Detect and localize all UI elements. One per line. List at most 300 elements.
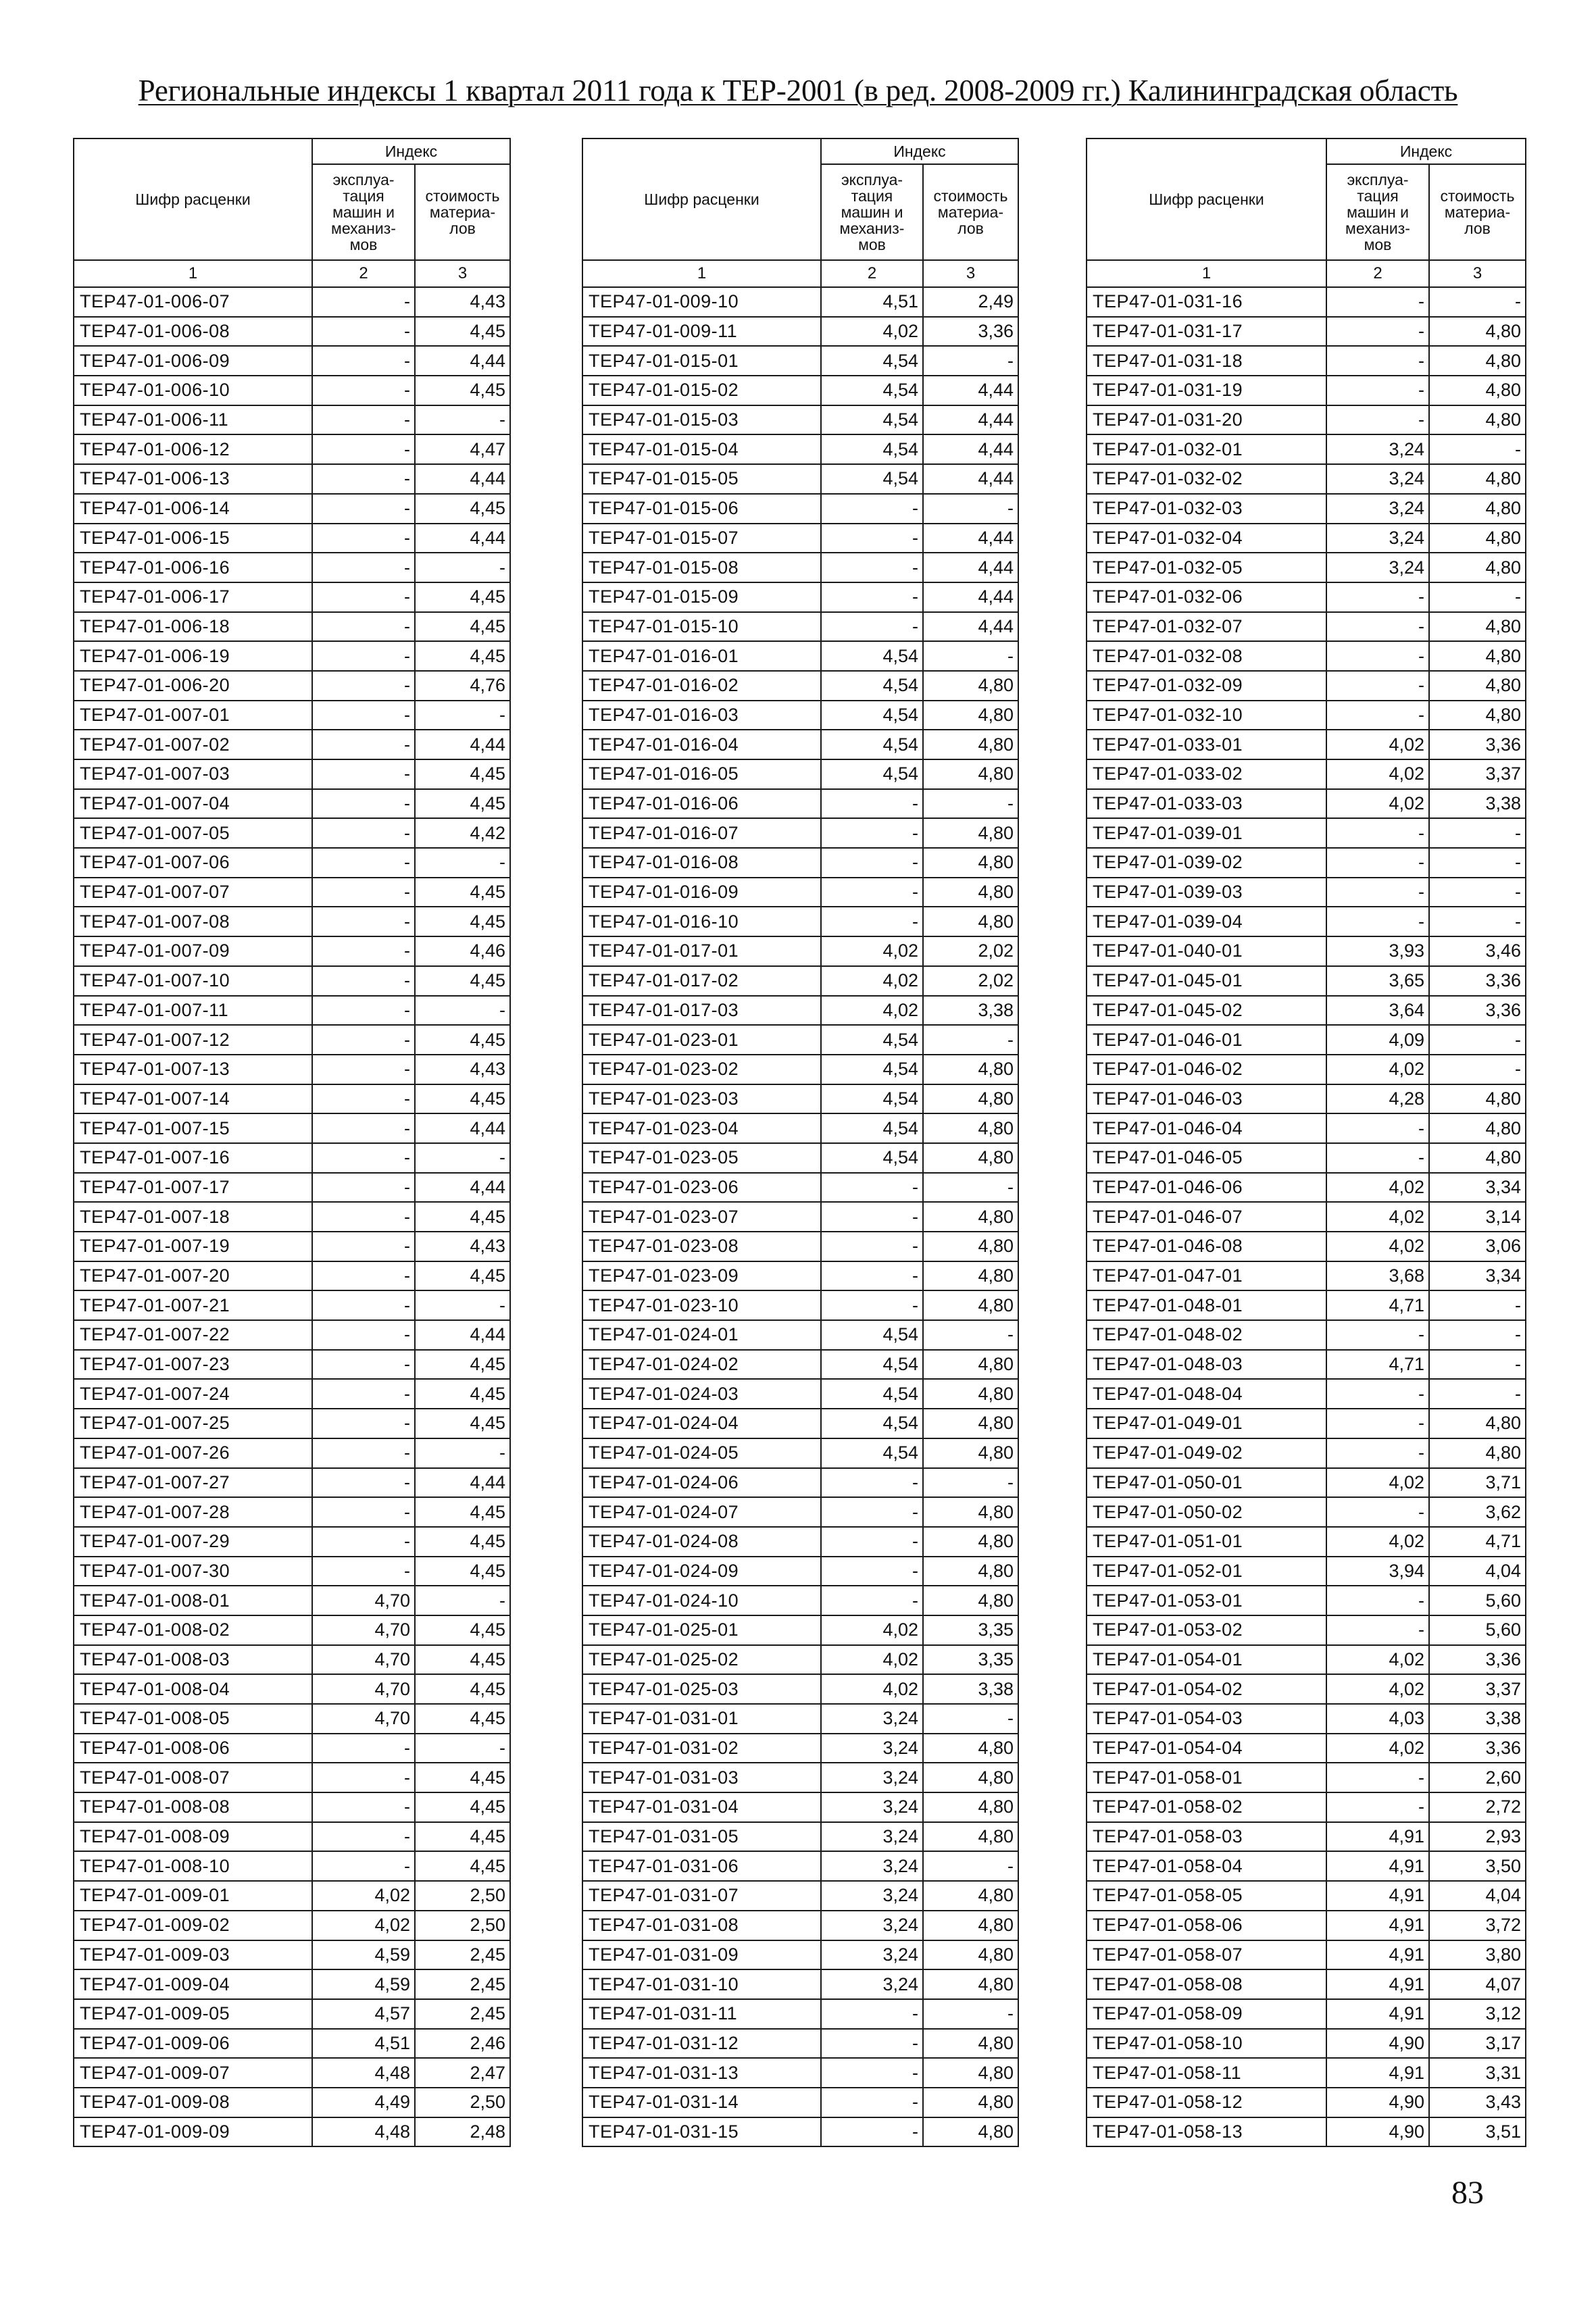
materials-index-cell: 4,43 — [415, 1055, 510, 1084]
table-row — [582, 2058, 1018, 2088]
machines-index-cell: 3,24 — [821, 1792, 923, 1822]
table-row — [74, 1763, 510, 1792]
table-row — [582, 1379, 1018, 1409]
machines-index-cell: 3,24 — [821, 1822, 923, 1852]
rate-code-cell: ТЕР47-01-024-03 — [582, 1379, 821, 1409]
materials-index-cell: - — [923, 641, 1018, 671]
materials-index-cell: 4,43 — [415, 1232, 510, 1261]
table-row — [74, 317, 510, 347]
machines-index-cell: - — [312, 524, 415, 553]
materials-index-cell: - — [415, 1143, 510, 1173]
table-row — [1087, 1320, 1526, 1350]
table-row — [74, 907, 510, 936]
table-row — [1087, 1025, 1526, 1055]
rate-code-cell: ТЕР47-01-031-16 — [1087, 287, 1326, 317]
machines-index-cell: - — [312, 1202, 415, 1232]
table-row — [74, 671, 510, 701]
machines-index-cell: - — [821, 1232, 923, 1261]
rate-code-cell: ТЕР47-01-007-26 — [74, 1438, 312, 1468]
materials-index-cell: 5,60 — [1429, 1615, 1526, 1645]
table-row — [1087, 1615, 1526, 1645]
rate-code-cell: ТЕР47-01-031-07 — [582, 1881, 821, 1911]
table-row — [1087, 405, 1526, 435]
rate-code-cell: ТЕР47-01-031-02 — [582, 1734, 821, 1763]
rate-code-cell: ТЕР47-01-007-05 — [74, 818, 312, 848]
rate-code-cell: ТЕР47-01-052-01 — [1087, 1557, 1326, 1586]
rate-code-cell: ТЕР47-01-009-11 — [582, 317, 821, 347]
table-row — [582, 1173, 1018, 1203]
materials-index-cell: 3,80 — [1429, 1940, 1526, 1970]
header-col-number: 3 — [1429, 260, 1526, 287]
table-row — [74, 1911, 510, 1940]
table-row — [74, 1822, 510, 1852]
rate-code-cell: ТЕР47-01-045-01 — [1087, 966, 1326, 996]
materials-index-cell: - — [1429, 1379, 1526, 1409]
rate-code-cell: ТЕР47-01-016-10 — [582, 907, 821, 936]
rate-code-cell: ТЕР47-01-039-01 — [1087, 818, 1326, 848]
materials-index-cell: - — [1429, 848, 1526, 878]
table-row — [1087, 907, 1526, 936]
machines-index-cell: - — [1326, 376, 1429, 405]
table-row — [582, 287, 1018, 317]
materials-index-cell: 4,44 — [415, 1173, 510, 1203]
machines-index-cell: 4,54 — [821, 1379, 923, 1409]
machines-index-cell: - — [312, 1084, 415, 1114]
materials-index-cell: 4,45 — [415, 1350, 510, 1380]
materials-index-cell: 4,80 — [923, 1763, 1018, 1792]
machines-index-cell: - — [821, 2058, 923, 2088]
materials-index-cell: 4,80 — [923, 907, 1018, 936]
materials-index-cell: 4,80 — [1429, 376, 1526, 405]
materials-index-cell: 4,45 — [415, 582, 510, 612]
table-row — [582, 582, 1018, 612]
table-row — [1087, 701, 1526, 730]
machines-index-cell: 4,70 — [312, 1674, 415, 1704]
rate-code-cell: ТЕР47-01-007-16 — [74, 1143, 312, 1173]
rate-code-cell: ТЕР47-01-008-03 — [74, 1645, 312, 1675]
machines-index-cell: - — [312, 1113, 415, 1143]
rate-code-cell: ТЕР47-01-016-04 — [582, 730, 821, 759]
rate-code-cell: ТЕР47-01-046-06 — [1087, 1173, 1326, 1203]
machines-index-cell: - — [312, 730, 415, 759]
materials-index-cell: 4,07 — [1429, 1969, 1526, 1999]
materials-index-cell: 4,47 — [415, 434, 510, 464]
materials-index-cell: 3,37 — [1429, 1674, 1526, 1704]
rate-code-cell: ТЕР47-01-031-20 — [1087, 405, 1326, 435]
rate-code-cell: ТЕР47-01-058-08 — [1087, 1969, 1326, 1999]
materials-index-cell: 4,44 — [415, 1468, 510, 1498]
rate-code-cell: ТЕР47-01-007-14 — [74, 1084, 312, 1114]
table-row — [74, 1173, 510, 1203]
materials-index-cell: - — [415, 553, 510, 582]
header-col-number: 1 — [74, 260, 312, 287]
rate-code-cell: ТЕР47-01-058-02 — [1087, 1792, 1326, 1822]
materials-index-cell: 4,44 — [415, 1113, 510, 1143]
rate-code-cell: ТЕР47-01-023-03 — [582, 1084, 821, 1114]
table-row — [74, 1379, 510, 1409]
machines-index-cell: - — [312, 966, 415, 996]
materials-index-cell: 4,80 — [923, 2117, 1018, 2147]
machines-index-cell: - — [821, 789, 923, 819]
machines-index-cell: - — [312, 582, 415, 612]
rate-code-cell: ТЕР47-01-032-08 — [1087, 641, 1326, 671]
machines-index-cell: - — [312, 1055, 415, 1084]
table-row — [582, 1438, 1018, 1468]
materials-index-cell: 4,45 — [415, 376, 510, 405]
table-row — [74, 2058, 510, 2088]
materials-index-cell: 3,38 — [923, 1674, 1018, 1704]
rate-code-cell: ТЕР47-01-053-01 — [1087, 1586, 1326, 1615]
rate-code-cell: ТЕР47-01-031-12 — [582, 2029, 821, 2059]
header-index: Индекс — [821, 139, 1018, 164]
table-row — [74, 1025, 510, 1055]
materials-index-cell: - — [415, 848, 510, 878]
materials-index-cell: 4,80 — [923, 1792, 1018, 1822]
table-row — [1087, 1468, 1526, 1498]
table-row — [1087, 1940, 1526, 1970]
table-row — [74, 1999, 510, 2029]
machines-index-cell: 4,02 — [312, 1881, 415, 1911]
rate-code-cell: ТЕР47-01-058-05 — [1087, 1881, 1326, 1911]
machines-index-cell: - — [312, 789, 415, 819]
table-row — [74, 701, 510, 730]
machines-index-cell: 4,59 — [312, 1969, 415, 1999]
table-row — [74, 1055, 510, 1084]
header-col-number: 2 — [312, 260, 415, 287]
machines-index-cell: - — [821, 1261, 923, 1291]
table-row — [1087, 2058, 1526, 2088]
machines-index-cell: - — [1326, 848, 1429, 878]
table-row — [582, 2117, 1018, 2147]
rate-code-cell: ТЕР47-01-009-08 — [74, 2088, 312, 2117]
table-row — [1087, 346, 1526, 376]
materials-index-cell: - — [923, 1851, 1018, 1881]
materials-index-cell: 4,45 — [415, 1025, 510, 1055]
rate-code-cell: ТЕР47-01-015-01 — [582, 346, 821, 376]
machines-index-cell: 4,02 — [1326, 789, 1429, 819]
rate-code-cell: ТЕР47-01-058-12 — [1087, 2088, 1326, 2117]
machines-index-cell: 4,54 — [821, 730, 923, 759]
machines-index-cell: - — [1326, 405, 1429, 435]
table-row — [1087, 524, 1526, 553]
table-row — [582, 966, 1018, 996]
index-table-1 — [73, 138, 511, 2147]
materials-index-cell: - — [415, 405, 510, 435]
rate-code-cell: ТЕР47-01-054-04 — [1087, 1734, 1326, 1763]
machines-index-cell: 4,54 — [821, 376, 923, 405]
table-row — [74, 1969, 510, 1999]
machines-index-cell: 3,24 — [821, 1940, 923, 1970]
machines-index-cell: 4,51 — [821, 287, 923, 317]
machines-index-cell: 3,24 — [1326, 434, 1429, 464]
machines-index-cell: 3,24 — [1326, 553, 1429, 582]
rate-code-cell: ТЕР47-01-031-11 — [582, 1999, 821, 2029]
machines-index-cell: 4,57 — [312, 1999, 415, 2029]
materials-index-cell: 4,44 — [923, 434, 1018, 464]
rate-code-cell: ТЕР47-01-007-04 — [74, 789, 312, 819]
table-row — [74, 1645, 510, 1675]
rate-code-cell: ТЕР47-01-048-03 — [1087, 1350, 1326, 1380]
materials-index-cell: 4,80 — [923, 1143, 1018, 1173]
table-row — [582, 1025, 1018, 1055]
materials-index-cell: 4,45 — [415, 1261, 510, 1291]
materials-index-cell: 2,50 — [415, 1881, 510, 1911]
machines-index-cell: 4,70 — [312, 1615, 415, 1645]
table-row — [1087, 1497, 1526, 1527]
machines-index-cell: 4,02 — [821, 1615, 923, 1645]
table-row — [582, 1704, 1018, 1734]
table-row — [1087, 730, 1526, 759]
rate-code-cell: ТЕР47-01-015-08 — [582, 553, 821, 582]
machines-index-cell: 4,02 — [1326, 1527, 1429, 1557]
table-row — [582, 1409, 1018, 1438]
table-row — [1087, 789, 1526, 819]
materials-index-cell: 4,80 — [923, 1911, 1018, 1940]
materials-index-cell: 2,60 — [1429, 1763, 1526, 1792]
materials-index-cell: 4,44 — [923, 553, 1018, 582]
machines-index-cell: 4,71 — [1326, 1350, 1429, 1380]
rate-code-cell: ТЕР47-01-008-05 — [74, 1704, 312, 1734]
rate-code-cell: ТЕР47-01-031-13 — [582, 2058, 821, 2088]
machines-index-cell: 4,02 — [1326, 1173, 1429, 1203]
rate-code-cell: ТЕР47-01-007-06 — [74, 848, 312, 878]
rate-code-cell: ТЕР47-01-006-13 — [74, 464, 312, 494]
materials-index-cell: 4,45 — [415, 1379, 510, 1409]
table-row — [1087, 1645, 1526, 1675]
rate-code-cell: ТЕР47-01-031-05 — [582, 1822, 821, 1852]
rate-code-cell: ТЕР47-01-016-03 — [582, 701, 821, 730]
machines-index-cell: 4,02 — [821, 936, 923, 966]
rate-code-cell: ТЕР47-01-051-01 — [1087, 1527, 1326, 1557]
rate-code-cell: ТЕР47-01-040-01 — [1087, 936, 1326, 966]
materials-index-cell: 2,93 — [1429, 1822, 1526, 1852]
table-row — [582, 1468, 1018, 1498]
machines-index-cell: - — [312, 612, 415, 642]
table-row — [1087, 1379, 1526, 1409]
rate-code-cell: ТЕР47-01-039-02 — [1087, 848, 1326, 878]
machines-index-cell: - — [1326, 1586, 1429, 1615]
materials-index-cell: - — [1429, 582, 1526, 612]
table-row — [74, 1320, 510, 1350]
table-row — [1087, 2029, 1526, 2059]
materials-index-cell: 4,04 — [1429, 1557, 1526, 1586]
materials-index-cell: 2,47 — [415, 2058, 510, 2088]
machines-index-cell: 3,64 — [1326, 996, 1429, 1026]
rate-code-cell: ТЕР47-01-024-09 — [582, 1557, 821, 1586]
rate-code-cell: ТЕР47-01-006-09 — [74, 346, 312, 376]
materials-index-cell: 3,38 — [923, 996, 1018, 1026]
machines-index-cell: - — [312, 641, 415, 671]
rate-code-cell: ТЕР47-01-032-05 — [1087, 553, 1326, 582]
rate-code-cell: ТЕР47-01-007-29 — [74, 1527, 312, 1557]
materials-index-cell: 4,44 — [415, 730, 510, 759]
table-row — [74, 405, 510, 435]
machines-index-cell: 4,90 — [1326, 2117, 1429, 2147]
machines-index-cell: - — [821, 1586, 923, 1615]
rate-code-cell: ТЕР47-01-009-01 — [74, 1881, 312, 1911]
materials-index-cell: 4,80 — [923, 1497, 1018, 1527]
materials-index-cell: 4,45 — [415, 1822, 510, 1852]
rate-code-cell: ТЕР47-01-008-08 — [74, 1792, 312, 1822]
materials-index-cell: - — [1429, 1290, 1526, 1320]
rate-code-cell: ТЕР47-01-023-07 — [582, 1202, 821, 1232]
rate-code-cell: ТЕР47-01-054-02 — [1087, 1674, 1326, 1704]
table-row — [74, 376, 510, 405]
rate-code-cell: ТЕР47-01-015-03 — [582, 405, 821, 435]
machines-index-cell: 4,54 — [821, 1084, 923, 1114]
machines-index-cell: - — [312, 701, 415, 730]
rate-code-cell: ТЕР47-01-024-07 — [582, 1497, 821, 1527]
machines-index-cell: - — [821, 848, 923, 878]
machines-index-cell: 4,91 — [1326, 1999, 1429, 2029]
machines-index-cell: 3,24 — [821, 1851, 923, 1881]
machines-index-cell: - — [312, 996, 415, 1026]
table-row — [74, 434, 510, 464]
materials-index-cell: 3,37 — [1429, 759, 1526, 789]
table-row — [74, 1350, 510, 1380]
rate-code-cell: ТЕР47-01-006-14 — [74, 494, 312, 524]
table-row — [74, 1881, 510, 1911]
machines-index-cell: - — [821, 524, 923, 553]
rate-code-cell: ТЕР47-01-016-09 — [582, 878, 821, 907]
materials-index-cell: 4,80 — [923, 1113, 1018, 1143]
table-row — [74, 1290, 510, 1320]
table-row — [74, 1734, 510, 1763]
table-row — [74, 818, 510, 848]
materials-index-cell: 4,80 — [923, 671, 1018, 701]
table-row — [582, 878, 1018, 907]
machines-index-cell: - — [1326, 1615, 1429, 1645]
machines-index-cell: 4,91 — [1326, 1911, 1429, 1940]
machines-index-cell: - — [821, 907, 923, 936]
machines-index-cell: - — [821, 2029, 923, 2059]
machines-index-cell: - — [312, 317, 415, 347]
materials-index-cell: 3,46 — [1429, 936, 1526, 966]
materials-index-cell: 3,35 — [923, 1615, 1018, 1645]
rate-code-cell: ТЕР47-01-031-06 — [582, 1851, 821, 1881]
rate-code-cell: ТЕР47-01-006-15 — [74, 524, 312, 553]
materials-index-cell: 2,50 — [415, 1911, 510, 1940]
materials-index-cell: - — [415, 1438, 510, 1468]
table-row — [74, 464, 510, 494]
table-row — [582, 1851, 1018, 1881]
table-row — [74, 759, 510, 789]
machines-index-cell: - — [821, 1527, 923, 1557]
materials-index-cell: 4,80 — [1429, 641, 1526, 671]
materials-index-cell: 2,49 — [923, 287, 1018, 317]
table-row — [74, 1674, 510, 1704]
table-row — [74, 1615, 510, 1645]
machines-index-cell: 3,94 — [1326, 1557, 1429, 1586]
machines-index-cell: - — [312, 671, 415, 701]
rate-code-cell: ТЕР47-01-031-09 — [582, 1940, 821, 1970]
machines-index-cell: - — [821, 818, 923, 848]
machines-index-cell: - — [312, 1792, 415, 1822]
machines-index-cell: - — [821, 582, 923, 612]
materials-index-cell: 4,45 — [415, 1851, 510, 1881]
rate-code-cell: ТЕР47-01-017-01 — [582, 936, 821, 966]
materials-index-cell: 4,45 — [415, 759, 510, 789]
table-row — [582, 1350, 1018, 1380]
table-row — [582, 1232, 1018, 1261]
rate-code-cell: ТЕР47-01-008-04 — [74, 1674, 312, 1704]
materials-index-cell: - — [415, 1290, 510, 1320]
machines-index-cell: - — [312, 346, 415, 376]
rate-code-cell: ТЕР47-01-009-07 — [74, 2058, 312, 2088]
table-row — [1087, 1438, 1526, 1468]
rate-code-cell: ТЕР47-01-024-10 — [582, 1586, 821, 1615]
materials-index-cell: 4,80 — [1429, 464, 1526, 494]
rate-code-cell: ТЕР47-01-031-03 — [582, 1763, 821, 1792]
rate-code-cell: ТЕР47-01-024-04 — [582, 1409, 821, 1438]
table-row — [582, 1527, 1018, 1557]
machines-index-cell: 4,48 — [312, 2117, 415, 2147]
machines-index-cell: - — [821, 1497, 923, 1527]
machines-index-cell: 4,91 — [1326, 1881, 1429, 1911]
machines-index-cell: 4,54 — [821, 405, 923, 435]
materials-index-cell: 2,72 — [1429, 1792, 1526, 1822]
table-row — [74, 346, 510, 376]
materials-index-cell: 3,36 — [1429, 966, 1526, 996]
materials-index-cell: 4,80 — [923, 2058, 1018, 2088]
machines-index-cell: 4,59 — [312, 1940, 415, 1970]
materials-index-cell: 3,50 — [1429, 1851, 1526, 1881]
table-row — [1087, 2088, 1526, 2117]
table-row — [582, 2029, 1018, 2059]
rate-code-cell: ТЕР47-01-058-01 — [1087, 1763, 1326, 1792]
rate-code-cell: ТЕР47-01-058-09 — [1087, 1999, 1326, 2029]
machines-index-cell: - — [312, 1350, 415, 1380]
machines-index-cell: 4,54 — [821, 1143, 923, 1173]
materials-index-cell: 3,43 — [1429, 2088, 1526, 2117]
machines-index-cell: - — [312, 936, 415, 966]
materials-index-cell: - — [1429, 1350, 1526, 1380]
materials-index-cell: 3,36 — [1429, 1734, 1526, 1763]
rate-code-cell: ТЕР47-01-024-06 — [582, 1468, 821, 1498]
materials-index-cell: 4,44 — [415, 1320, 510, 1350]
rate-code-cell: ТЕР47-01-032-07 — [1087, 612, 1326, 642]
machines-index-cell: - — [1326, 818, 1429, 848]
machines-index-cell: - — [1326, 878, 1429, 907]
header-machines: эксплуа- тация машин и механиз- мов — [312, 164, 415, 260]
machines-index-cell: - — [1326, 1438, 1429, 1468]
machines-index-cell: - — [312, 1438, 415, 1468]
materials-index-cell: 4,80 — [923, 2088, 1018, 2117]
rate-code-cell: ТЕР47-01-008-10 — [74, 1851, 312, 1881]
rate-code-cell: ТЕР47-01-015-09 — [582, 582, 821, 612]
machines-index-cell: - — [312, 1527, 415, 1557]
rate-code-cell: ТЕР47-01-007-10 — [74, 966, 312, 996]
rate-code-cell: ТЕР47-01-007-02 — [74, 730, 312, 759]
rate-code-cell: ТЕР47-01-023-04 — [582, 1113, 821, 1143]
rate-code-cell: ТЕР47-01-033-03 — [1087, 789, 1326, 819]
table-row — [1087, 641, 1526, 671]
table-row — [1087, 966, 1526, 996]
table-row — [582, 996, 1018, 1026]
materials-index-cell: 4,80 — [923, 1084, 1018, 1114]
materials-index-cell: 4,80 — [1429, 1409, 1526, 1438]
machines-index-cell: 3,68 — [1326, 1261, 1429, 1291]
rate-code-cell: ТЕР47-01-032-01 — [1087, 434, 1326, 464]
machines-index-cell: - — [821, 1999, 923, 2029]
materials-index-cell: 4,44 — [923, 376, 1018, 405]
machines-index-cell: - — [312, 376, 415, 405]
table-row — [74, 1261, 510, 1291]
machines-index-cell: 4,02 — [1326, 1674, 1429, 1704]
rate-code-cell: ТЕР47-01-032-04 — [1087, 524, 1326, 553]
table-row — [582, 1999, 1018, 2029]
machines-index-cell: 4,91 — [1326, 1969, 1429, 1999]
